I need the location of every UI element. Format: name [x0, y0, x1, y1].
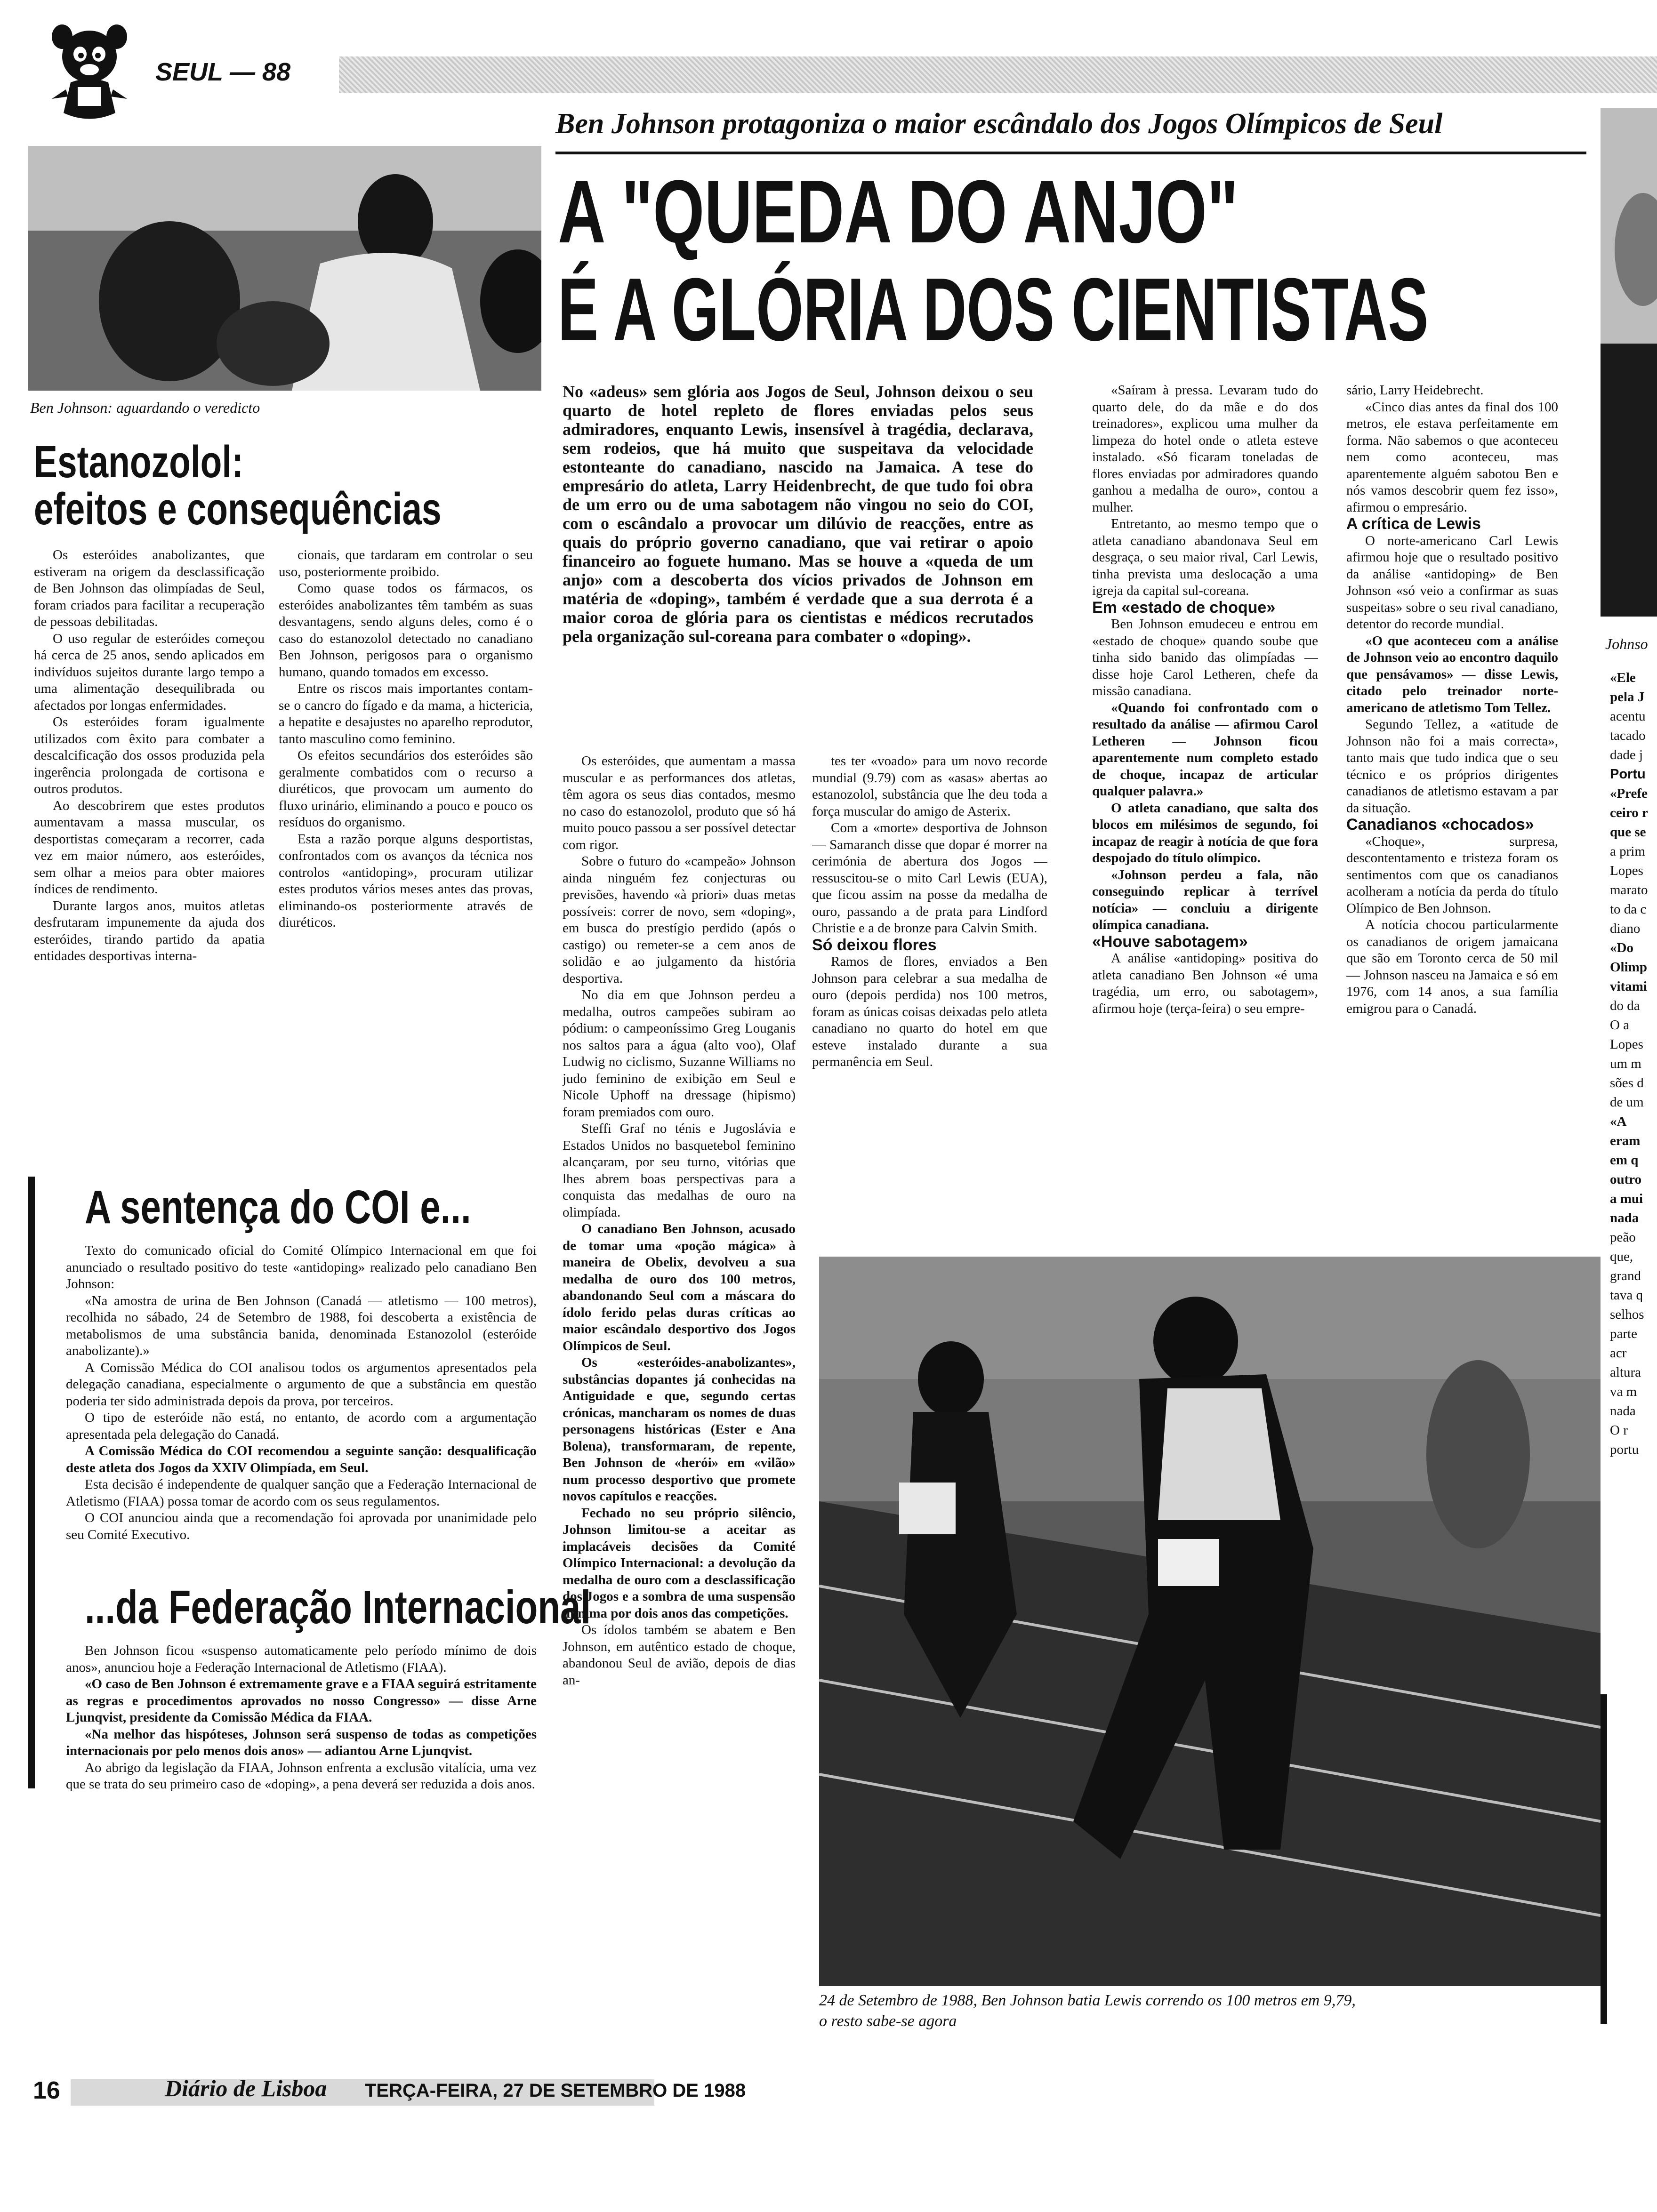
photo-right-strip: [1601, 108, 1657, 617]
header-band: [339, 56, 1657, 93]
fragment-line: ceiro r: [1610, 805, 1648, 820]
paragraph: Ao abrigo da legislação da FIAA, Johnson enfrenta a exclusão vitalícia, uma vez que se trata do seu primeiro caso de «doping», a pena deverá ser reduzida a dois anos.: [66, 1760, 537, 1792]
fragment-line: Portu: [1610, 767, 1646, 782]
sidebar-title-line1: Estanozolol:: [34, 437, 244, 487]
paragraph: «Na amostra de urina de Ben Johnson (Canadá — atletismo — 100 metros), recolhida no sábado, 24 de Setembro de 1988, foi descoberta a existência de metabolismos de uma substância banida, denominada Estanozolol (esteróide anabolizante).»: [66, 1293, 537, 1358]
fragment-line: do da: [1610, 998, 1640, 1013]
paragraph: A notícia chocou particularmente os canadianos de origem jamaicana que são em Toronto cerca de 50 mil — Johnson nasceu na Jamaica e só em 1976, com 14 anos, a sua família emigrou para o Canadá.: [1346, 917, 1558, 1016]
issue-date: TERÇA-FEIRA, 27 DE SETEMBRO DE 1988: [365, 2080, 746, 2101]
headline-line1: A "QUEDA DO ANJO": [558, 162, 1239, 262]
fragment-line: a prim: [1610, 844, 1645, 859]
paragraph: Ao descobrirem que estes produtos aumentavam a massa muscular, os desportistas começaram a recorrer, cada vez em maior número, aos esteróides, sem olhar a meios para obter maiores índices de rendimento.: [34, 798, 265, 897]
fragment-line: um m: [1610, 1056, 1641, 1071]
fragment-line: que,: [1610, 1249, 1633, 1264]
fiaa-text: [66, 1643, 537, 1887]
fragment-line: Olimp: [1610, 960, 1647, 975]
paragraph: «Choque», surpresa, descontentamento e tristeza foram os sentimentos com que os canadianos acolheram a notícia da perda do título Olímpico de Ben Johnson.: [1346, 834, 1558, 916]
paragraph: «Quando foi confrontado com o resultado da análise — afirmou Carol Letheren — Johnson ficou aparentemente num completo estado de choque, incapaz de articular qualquer palavra.»: [1092, 700, 1318, 799]
right-strip-bar: [1601, 1694, 1607, 2024]
paragraph: O norte-americano Carl Lewis afirmou hoje que o resultado positivo da análise «antidoping» de Ben Johnson «só veio a confirmar as suas suspeitas» sobre o seu rival canadiano, detentor do recorde mundial.: [1346, 533, 1558, 632]
paragraph: A análise «antidoping» positiva do atleta canadiano Ben Johnson «é uma tragédia, um erro, ou sabotagem», afirmou hoje (terça-feira) o seu empre-: [1092, 951, 1318, 1016]
paragraph: Ramos de flores, enviados a Ben Johnson para celebrar a sua medalha de ouro (depois perdida) nos 100 metros, foram as únicas coisas deixadas pelo atleta canadiano no quarto do hotel em que esteve instalado durante a sua permanência em Seul.: [812, 954, 1047, 1069]
paragraph: Os esteróides foram igualmente utilizados com êxito para combater a descalcificação dos ossos produzida pela ingerência prolongada de cortisona e outros produtos.: [34, 714, 265, 796]
paragraph: «Na melhor das hispóteses, Johnson será suspenso de todas as competições internacionais por pelo menos dois anos» — adiantou Arne Ljunqvist.: [66, 1726, 537, 1758]
sidebar-col2: [279, 547, 533, 1149]
paragraph: Como quase todos os fármacos, os esteróides anabolizantes têm também as suas desvantagens, sendo alguns deles, como é o caso do estanozolol detectado no canadiano Ben Johnson, perigosos para o organismo humano, quando tomados em excesso.: [279, 581, 533, 680]
fragment-line: acr: [1610, 1346, 1627, 1361]
fragment-line: O r: [1610, 1423, 1628, 1438]
fragment-line: de um: [1610, 1095, 1644, 1110]
paragraph: Os efeitos secundários dos esteróides são geralmente combatidos com o recurso a diuréticos, que provocam um aumento do fluxo urinário, eliminando a pouco e pouco os resíduos do organismo.: [279, 748, 533, 830]
right-fragments: [1610, 668, 1657, 2033]
main-col-b: [812, 753, 1047, 1257]
main-col-c: [1092, 382, 1318, 1239]
fragment-line: tava q: [1610, 1288, 1643, 1303]
subheading: A crítica de Lewis: [1346, 515, 1481, 533]
paragraph: «O caso de Ben Johnson é extremamente grave e a FIAA seguirá estritamente as regras e procedimentos aprovados no nosso Congresso» — disse Arne Ljunqvist, presidente da Comissão Médica da FIAA.: [66, 1676, 537, 1725]
fragment-line: Lopes: [1610, 863, 1643, 878]
fragment-line: va m: [1610, 1384, 1637, 1399]
paragraph: Ben Johnson ficou «suspenso automaticamente pelo período mínimo de dois anos», anunciou hoje a Federação Internacional de Atletismo (FIAA).: [66, 1643, 537, 1675]
mascot-logo: [33, 19, 146, 127]
fragment-line: marato: [1610, 882, 1648, 898]
fragment-line: «A: [1610, 1114, 1627, 1129]
paragraph: Segundo Tellez, a «atitude de Johnson não foi a mais correcta», tanto mais que tudo indica que o seu técnico e os próprios dirigentes canadianos de atletismo estavam a par da situação.: [1346, 717, 1558, 816]
main-col-d: [1346, 382, 1558, 1239]
paragraph: Fechado no seu próprio silêncio, Johnson limitou-se a aceitar as implacáveis decisões da Comité Olímpico Internacional: a devolução da medalha de ouro com a desclassificação dos Jogos e a sombra de uma suspensão mínima por dois anos das competições.: [563, 1505, 796, 1621]
main-col-a: [563, 753, 796, 1963]
fragment-line: nada: [1610, 1403, 1636, 1419]
subheading: Canadianos «chocados»: [1346, 816, 1534, 834]
coi-title: A sentença do COI e...: [85, 1181, 471, 1234]
kicker-rule: [555, 152, 1586, 154]
fragment-line: to da c: [1610, 902, 1647, 917]
fragment-line: dade j: [1610, 747, 1643, 762]
paragraph: Ben Johnson emudeceu e entrou em «estado de choque» quando soube que tinha sido banido das olimpíadas — disse hoje Carol Letheren, chefe da missão canadiana.: [1092, 617, 1318, 698]
subheading: «Houve sabotagem»: [1092, 932, 1248, 951]
paragraph: «Johnson perdeu a fala, não conseguindo replicar à terrível notícia» — concluiu a dirigente olímpica canadiana.: [1092, 867, 1318, 932]
paragraph: O uso regular de esteróides começou há cerca de 25 anos, sendo aplicados em indivíduos sujeitos durante largo tempo a uma alimentação desequilibrada ou afectados por longas enfermidades.: [34, 631, 265, 713]
fragment-line: Lopes: [1610, 1037, 1643, 1052]
fragment-line: vitami: [1610, 979, 1647, 994]
sidebar-title-line2: efeitos e consequências: [34, 484, 442, 534]
fragment-line: nada: [1610, 1210, 1639, 1226]
paragraph: Entre os riscos mais importantes contam-se o cancro do fígado e da mama, a hictericia, a hepatite e desajustes no aparelho reprodutor, tanto masculino como feminino.: [279, 681, 533, 746]
paragraph: Steffi Graf no ténis e Jugoslávia e Estados Unidos no basquetebol feminino alcançaram, por seu turno, vitórias que lhes abrem boas perspectivas para a conquista das medalhas de ouro na olimpíada.: [563, 1121, 796, 1220]
paragraph: Durante largos anos, muitos atletas desfrutaram impunemente da ajuda dos esteróides, tirando partido da apatia entidades desportivas interna-: [34, 898, 265, 963]
paragraph: A Comissão Médica do COI analisou todos os argumentos apresentados pela delegação canadiana, especialmente o argumento de que a substância em questão poderia ter sido administrada depois da prova, por terceiros.: [66, 1360, 537, 1409]
coi-box-bar: [28, 1177, 35, 1788]
fragment-line: peão: [1610, 1230, 1636, 1245]
paragraph: «O que aconteceu com a análise de Johnson veio ao encontro daquilo que pensávamos» — disse Lewis, citado pelo treinador norte-americano de atletismo Tom Tellez.: [1346, 633, 1558, 715]
fragment-line: pela J: [1610, 689, 1645, 705]
paragraph: Os esteróides anabolizantes, que estiveram na origem da desclassificação de Ben Johnson das olimpíadas de Seul, foram criados para facilitar a recuperação de pessoas debilitadas.: [34, 547, 265, 629]
fragment-line: parte: [1610, 1326, 1637, 1341]
fragment-line: «Ele: [1610, 670, 1636, 685]
page-number: 16: [33, 2077, 60, 2104]
paragraph: O canadiano Ben Johnson, acusado de tomar uma «poção mágica» à maneira de Obelix, devolveu a sua medalha de ouro dos 100 metros, abandonando Seul com a máscara do ídolo ferido pelas duras críticas ao maior escândalo desportivo dos Jogos Olímpicos de Seul.: [563, 1221, 796, 1354]
paragraph: cionais, que tardaram em controlar o seu uso, posteriormente proibido.: [279, 547, 533, 579]
paragraph: No dia em que Johnson perdeu a medalha, outros campeões subiram ao pódium: o campeoníssimo Greg Louganis nos saltos para a água (alto voo), Olaf Ludwig no ciclismo, Suzanne Williams no judo feminino de exibição em Seul e Nicole Uphoff na dressage (hipismo) foram premiados com ouro.: [563, 987, 796, 1120]
photo-race-100m: [819, 1257, 1601, 1986]
fragment-line: a mui: [1610, 1191, 1643, 1206]
paragraph: Texto do comunicado oficial do Comité Olímpico Internacional em que foi anunciado o resultado positivo do teste «antidoping» realizado pelo canadiano Ben Johnson:: [66, 1243, 537, 1291]
photo-caption-main-1: 24 de Setembro de 1988, Ben Johnson batia Lewis correndo os 100 metros em 9,79,: [819, 1992, 1356, 2009]
fragment-line: O a: [1610, 1018, 1630, 1033]
paragraph: «Cinco dias antes da final dos 100 metros, ele estava perfeitamente em forma. Não sabemos o que aconteceu nem como aconteceu, mas aparentemente alguém sabotou Ben e nós vamos descobrir quem fez isso», afirmou o empresário.: [1346, 399, 1558, 515]
newspaper-name: Diário de Lisboa: [165, 2075, 327, 2101]
fragment-line: selhos: [1610, 1307, 1644, 1322]
fragment-line: sões d: [1610, 1075, 1644, 1090]
fragment-line: «Do: [1610, 940, 1633, 955]
fragment-line: que se: [1610, 825, 1646, 840]
fragment-line: em q: [1610, 1153, 1639, 1168]
paragraph: tes ter «voado» para um novo recorde mundial (9.79) com as «asas» abertas ao estanozolol, substância que lhe deu toda a força muscular do amigo de Asterix.: [812, 753, 1047, 819]
paragraph: Os ídolos também se abatem e Ben Johnson, em autêntico estado de choque, abandonou Seul de avião, depois de dias an-: [563, 1622, 796, 1688]
kicker: Ben Johnson protagoniza o maior escândalo dos Jogos Olímpicos de Seul: [555, 108, 1443, 140]
paragraph: Entretanto, ao mesmo tempo que o atleta canadiano abandonava Seul em desgraça, o seu maior rival, Carl Lewis, tinha prevista uma deslocação a uma igreja da capital sul-coreana.: [1092, 516, 1318, 598]
paragraph: O tipo de esteróide não está, no entanto, de acordo com a argumentação apresentada pela delegação do Canadá.: [66, 1410, 537, 1442]
fragment-line: «Prefe: [1610, 786, 1648, 801]
fragment-line: acentu: [1610, 709, 1646, 724]
fragment-line: diano: [1610, 921, 1641, 936]
paragraph: sário, Larry Heidebrecht.: [1346, 383, 1484, 398]
coi-text: [66, 1242, 537, 1572]
fragment-line: outro: [1610, 1172, 1642, 1187]
paragraph: Sobre o futuro do «campeão» Johnson ainda ninguém fez conjecturas ou previsões, havendo «à priori» duas metas possíveis: correr de novo, sem «doping», em busca do prestígio perdido (após o castigo) ou remeter-se a cem anos de solidão e ao julgamento da história desportiva.: [563, 854, 796, 986]
subheading: Só deixou flores: [812, 936, 937, 954]
subheading: Em «estado de choque»: [1092, 598, 1276, 617]
paragraph: O atleta canadiano, que salta dos blocos em milésimos de segundo, foi incapaz de reagir à notícia de que fora despojado do título olímpico.: [1092, 800, 1318, 866]
fiaa-title: ...da Federação Internacional: [85, 1581, 591, 1634]
fragment-line: altura: [1610, 1365, 1641, 1380]
lead-paragraph: No «adeus» sem glória aos Jogos de Seul, Johnson deixou o seu quarto de hotel repleto de flores enviadas pelos seus admiradores, enquanto Lewis, insensível à tragédia, declarava, sem rodeios, que há muito que suspeitava da velocidade estonteante do canadiano, nascido na Jamaica. A tese do empresário do atleta, Larry Heidenbrecht, de que tudo foi obra de um erro ou de uma sabotagem não vingou no seio do COI, com o escândalo a provocar um dilúvio de reacções, entre as quais do próprio governo canadiano, que vai retirar o apoio financeiro ao foguete humano. Mas se houve a «queda de um anjo» com a descoberta dos vícios privados de Johnson em matéria de «doping», também é verdade que a sua derrota é a maior coroa de glória para os cientistas e médicos recrutados pela organização sul-coreana para combater o «doping».: [563, 382, 1033, 646]
right-strip-caption: Johnso: [1605, 635, 1648, 652]
fragment-line: portu: [1610, 1442, 1639, 1457]
paragraph: Os esteróides, que aumentam a massa muscular e as performances dos atletas, têm agora os seus dias contados, mesmo no caso do estanozolol, produto que só há muito pouco passou a ser possível detectar com rigor.: [563, 753, 796, 852]
paragraph: «Saíram à pressa. Levaram tudo do quarto dele, do da mãe e do dos treinadores», explicou uma mulher da limpeza do hotel onde o atleta esteve instalado. «Só ficaram toneladas de flores enviadas por admiradores quando ganhou a medalha de ouro», contou a mulher.: [1092, 383, 1318, 515]
paragraph: Esta a razão porque alguns desportistas, confrontados com os avanços da técnica nos controlos «antidoping», procuram utilizar estes produtos vários meses antes das provas, eliminando-os posteriormente através de diuréticos.: [279, 831, 533, 930]
photo-caption-main-2: o resto sabe-se agora: [819, 2012, 957, 2030]
fragment-line: grand: [1610, 1268, 1641, 1283]
fragment-line: eram: [1610, 1133, 1641, 1148]
paragraph: O COI anunciou ainda que a recomendação foi aprovada por unanimidade pelo seu Comité Executivo.: [66, 1510, 537, 1542]
paragraph: Esta decisão é independente de qualquer sanção que a Federação Internacional de Atletismo (FIAA) possa tomar de acordo com os seus regulamentos.: [66, 1477, 537, 1509]
photo-ben-johnson-waiting: [28, 146, 541, 391]
paragraph: A Comissão Médica do COI recomendou a seguinte sanção: desqualificação deste atleta dos Jogos da XXIV Olimpíada, em Seul.: [66, 1443, 537, 1475]
section-label: SEUL — 88: [155, 58, 291, 86]
paragraph: Com a «morte» desportiva de Johnson — Samaranch disse que dopar é morrer na cerimónia de abertura dos Jogos — ressuscitou-se o mito Carl Lewis (EUA), que ficou assim na posse da medalha de ouro, passando a de prata para Lindford Christie e a de bronze para Calvin Smith.: [812, 820, 1047, 936]
photo-caption-top: Ben Johnson: aguardando o veredicto: [30, 399, 260, 416]
paragraph: Os «esteróides-anabolizantes», substâncias dopantes já conhecidas na Antiguidade e que, segundo certas crónicas, mancharam os nomes de duas personagens históricas (Ester e Ana Bolena), transformaram, de repente, Ben Johnson de «herói» em «vilão» num processo desportivo que promete novos capítulos e reacções.: [563, 1355, 796, 1504]
headline-line2: É A GLÓRIA DOS CIENTISTAS: [558, 260, 1429, 360]
sidebar-col1: [34, 547, 265, 1149]
fragment-line: tacado: [1610, 728, 1646, 743]
